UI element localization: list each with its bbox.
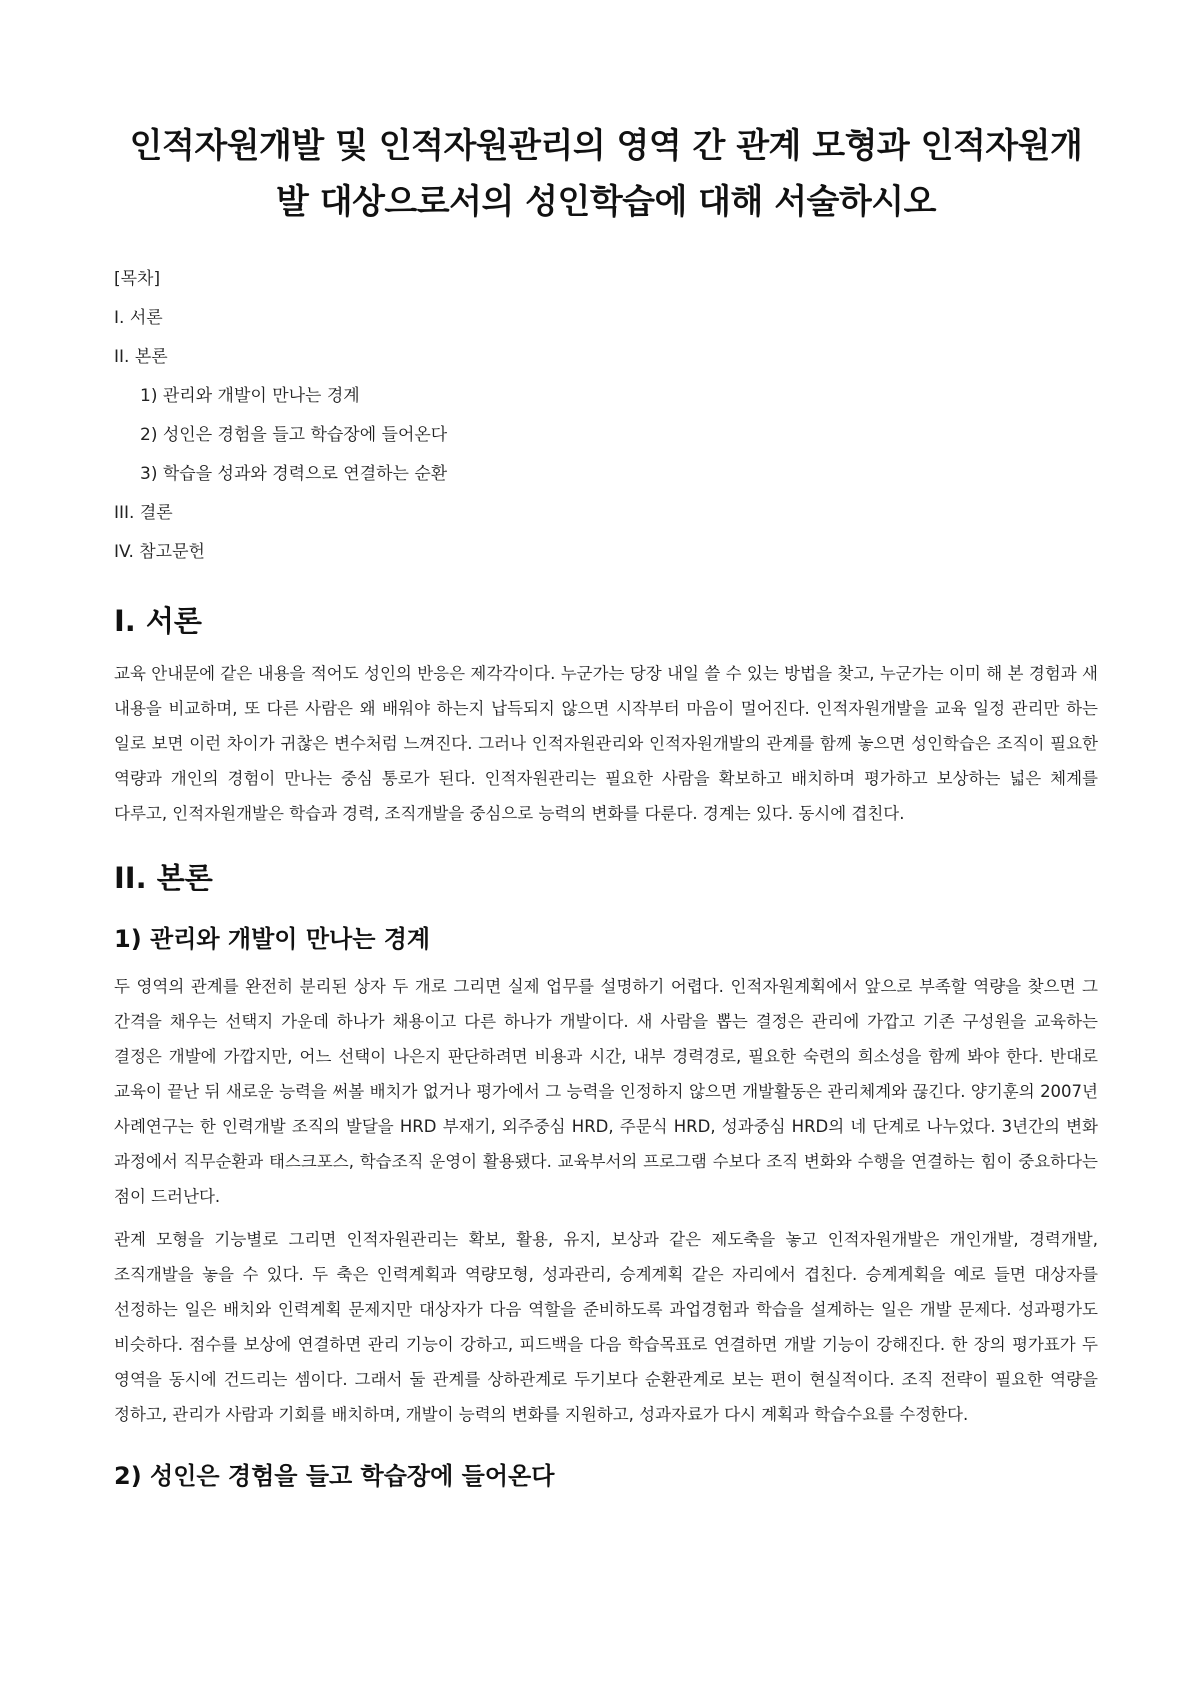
toc-item-introduction: I. 서론 (114, 308, 163, 328)
toc-item-body: II. 본론 (114, 347, 168, 367)
section-heading-introduction: I. 서론 (114, 604, 202, 638)
toc-item-references: IV. 참고문헌 (114, 542, 205, 562)
subsection-1-paragraph-2: 관계 모형을 기능별로 그리면 인적자원관리는 확보, 활용, 유지, 보상과 같은 제도축을 놓고 인적자원개발은 개인개발, 경력개발, 조직개발을 놓을 수 있다. 두 축은 인력계획과 역량모형, 성과관리, 승계계획 같은 자리에서 겹친다. 승계계획을 예로 들면 대상자를 선정하는 일은 배치와 인력계획 문제지만 대상자가 다음 역할을 준비하도록 과업경험과 학습을 설계하는 일은 개발 문제다. 성과평가도 비슷하다. 점수를 보상에 연결하면 관리 기능이 강하고, 피드백을 다음 학습목표로 연결하면 개발 기능이 강해진다. 한 장의 평가표가 두 영역을 동시에 건드리는 셈이다. 그래서 둘 관계를 상하관계로 두기보다 순환관계로 보는 편이 현실적이다. 조직 전략이 필요한 역량을 정하고, 관리가 사람과 기회를 배치하며, 개발이 능력의 변화를 지원하고, 성과자료가 다시 계획과 학습수요를 수정한다. (114, 1230, 1098, 1424)
toc-item-body-sub-1: 1) 관리와 개발이 만나는 경계 (140, 386, 360, 406)
subsection-1-paragraph-1: 두 영역의 관계를 완전히 분리된 상자 두 개로 그리면 실제 업무를 설명하기 어렵다. 인적자원계획에서 앞으로 부족할 역량을 찾으면 그 간격을 채우는 선택지 가운데 하나가 채용이고 다른 하나가 개발이다. 새 사람을 뽑는 결정은 관리에 가깝고 기존 구성원을 교육하는 결정은 개발에 가깝지만, 어느 선택이 나은지 판단하려면 비용과 시간, 내부 경력경로, 필요한 숙련의 희소성을 함께 봐야 한다. 반대로 교육이 끝난 뒤 새로운 능력을 써볼 배치가 없거나 평가에서 그 능력을 인정하지 않으면 개발활동은 관리체계와 끊긴다. 양기훈의 2007년 사례연구는 한 인력개발 조직의 발달을 HRD 부재기, 외주중심 HRD, 주문식 HRD, 성과중심 HRD의 네 단계로 나누었다. 3년간의 변화 과정에서 직무순환과 태스크포스, 학습조직 운영이 활용됐다. 교육부서의 프로그램 수보다 조직 변화와 수행을 연결하는 힘이 중요하다는 점이 드러난다. (114, 977, 1098, 1206)
document-title: 인적자원개발 및 인적자원관리의 영역 간 관계 모형과 인적자원개발 대상으로서의 성인학습에 대해 서술하시오 (129, 126, 1083, 222)
table-of-contents (114, 260, 1098, 572)
introduction-paragraph: 교육 안내문에 같은 내용을 적어도 성인의 반응은 제각각이다. 누군가는 당장 내일 쓸 수 있는 방법을 찾고, 누군가는 이미 해 본 경험과 새 내용을 비교하며, 또 다른 사람은 왜 배워야 하는지 납득되지 않으면 시작부터 마음이 멀어진다. 인적자원개발을 교육 일정 관리만 하는 일로 보면 이런 차이가 귀찮은 변수처럼 느껴진다. 그러나 인적자원관리와 인적자원개발의 관계를 함께 놓으면 성인학습은 조직이 필요한 역량과 개인의 경험이 만나는 중심 통로가 된다. 인적자원관리는 필요한 사람을 확보하고 배치하며 평가하고 보상하는 넓은 체계를 다루고, 인적자원개발은 학습과 경력, 조직개발을 중심으로 능력의 변화를 다룬다. 경계는 있다. 동시에 겹친다. (114, 664, 1098, 823)
toc-item-body-sub-3: 3) 학습을 성과와 경력으로 연결하는 순환 (140, 464, 448, 484)
subsection-heading-2: 2) 성인은 경험을 들고 학습장에 들어온다 (114, 1462, 555, 1490)
toc-item-body-sub-2: 2) 성인은 경험을 들고 학습장에 들어온다 (140, 425, 448, 445)
subsection-heading-1: 1) 관리와 개발이 만나는 경계 (114, 925, 431, 953)
section-heading-body: II. 본론 (114, 861, 213, 895)
toc-item-conclusion: III. 결론 (114, 503, 173, 523)
toc-heading: [목차] (114, 269, 161, 289)
